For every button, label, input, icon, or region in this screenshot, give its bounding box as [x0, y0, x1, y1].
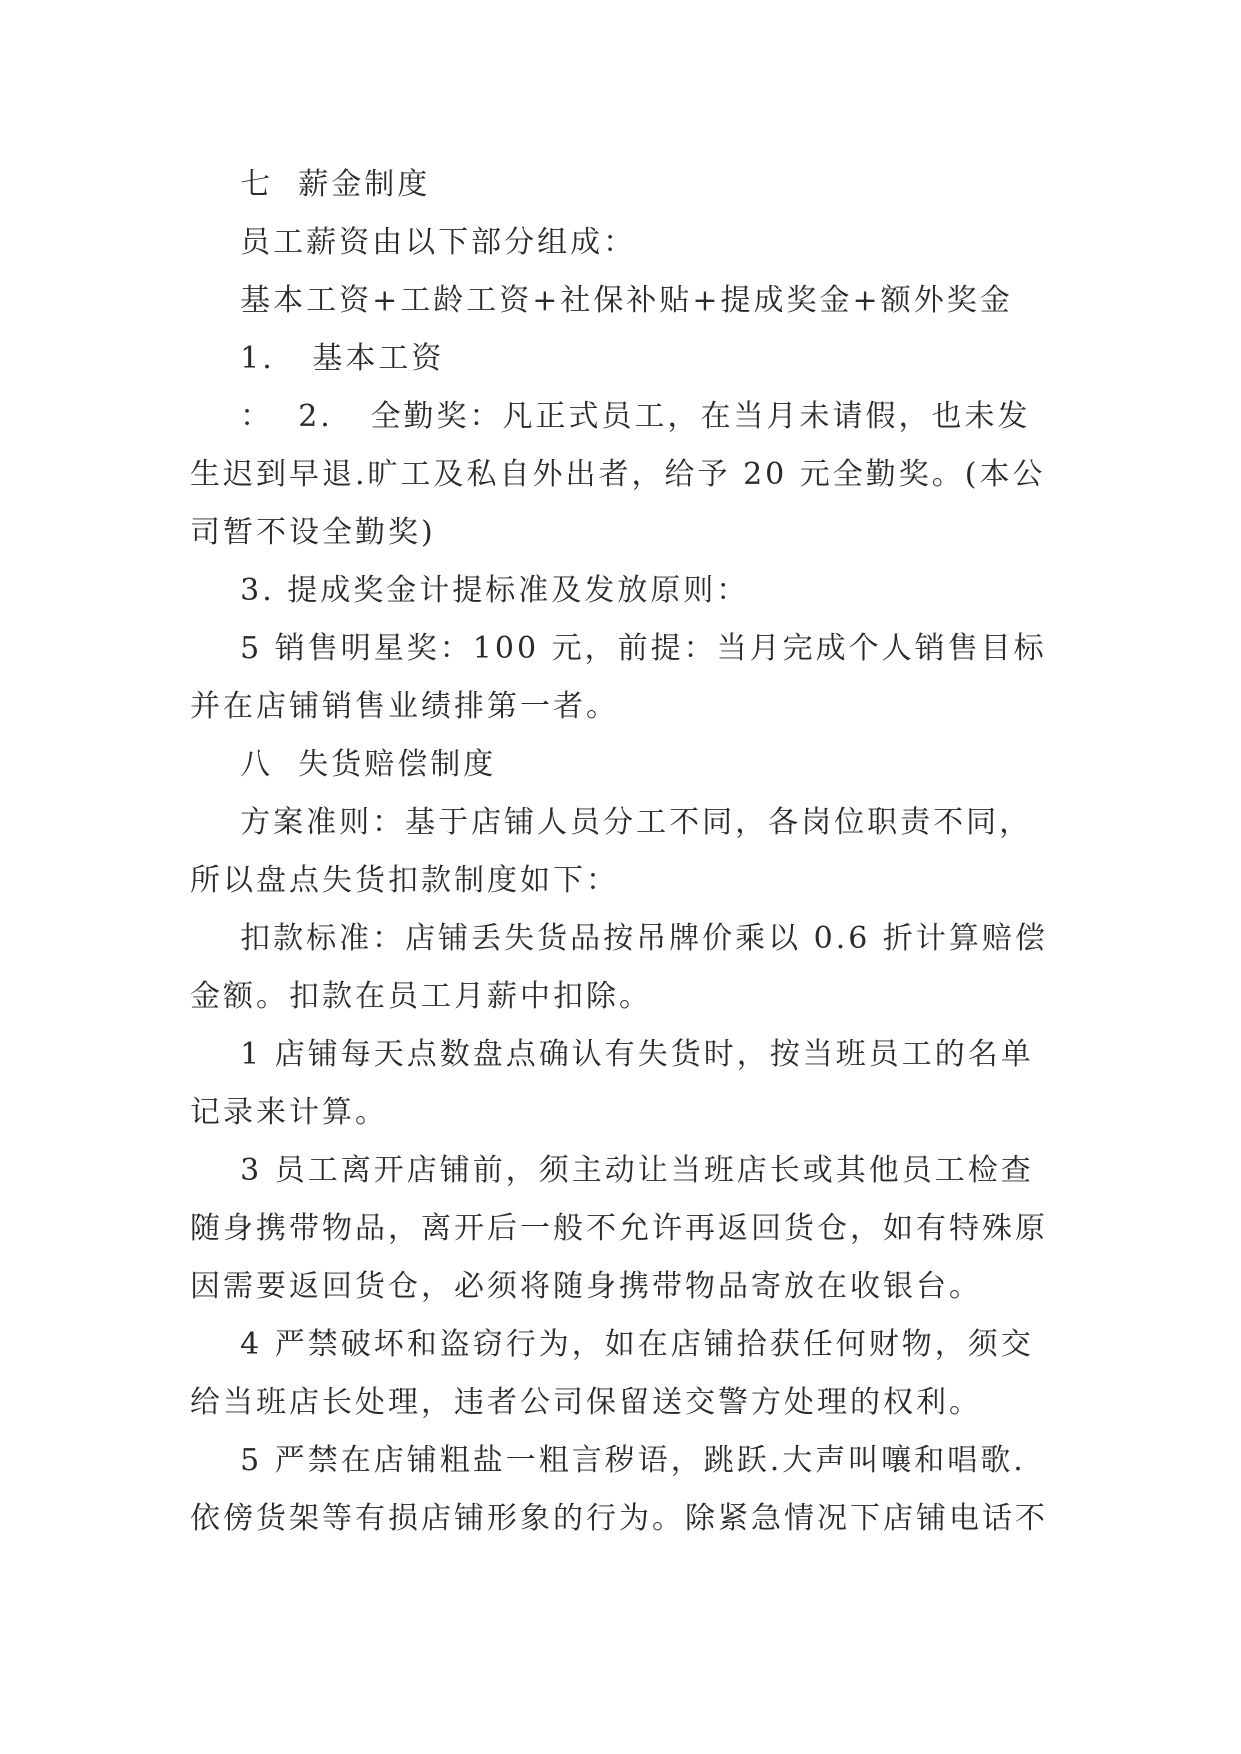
list-item-rule-4: 4 严禁破坏和盗窃行为，如在店铺拾获任何财物，须交 — [190, 1327, 1034, 1362]
paragraph-line: 随身携带物品，离开后一般不允许再返回货仓，如有特殊原 — [190, 1211, 1048, 1246]
paragraph-line: 记录来计算。 — [190, 1095, 388, 1130]
paragraph-line: 依傍货架等有损店铺形象的行为。除紧急情况下店铺电话不 — [190, 1501, 1048, 1536]
paragraph-line: 员工薪资由以下部分组成： — [190, 225, 637, 260]
list-item-commission: 3. 提成奖金计提标准及发放原则： — [190, 573, 750, 608]
list-item-sales-star: 5 销售明星奖：100 元，前提：当月完成个人销售目标 — [190, 631, 1047, 666]
list-item-rule-1: 1 店铺每天点数盘点确认有失货时，按当班员工的名单 — [190, 1037, 1034, 1072]
list-item-basic-salary: 1. 基本工资 — [190, 341, 445, 376]
list-item-attendance-bonus: ： 2. 全勤奖：凡正式员工，在当月未请假，也未发 — [190, 399, 1031, 434]
list-item-rule-5: 5 严禁在店铺粗盐一粗言秽语，跳跃.大声叫嚷和唱歌. — [190, 1443, 1026, 1478]
paragraph-line: 并在店铺销售业绩排第一者。 — [190, 689, 619, 724]
document-body — [190, 156, 1050, 1548]
paragraph-line: 生迟到早退.旷工及私自外出者，给予 20 元全勤奖。(本公 — [190, 457, 1046, 492]
paragraph-line: 给当班店长处理，违者公司保留送交警方处理的权利。 — [190, 1385, 982, 1420]
paragraph-line: 扣款标准：店铺丢失货品按吊牌价乘以 0.6 折计算赔偿 — [190, 921, 1048, 956]
paragraph-line: 所以盘点失货扣款制度如下： — [190, 863, 619, 898]
list-item-rule-3: 3 员工离开店铺前，须主动让当班店长或其他员工检查 — [190, 1153, 1034, 1188]
paragraph-line: 金额。扣款在员工月薪中扣除。 — [190, 979, 652, 1014]
section-heading-loss-compensation: 八 失货赔偿制度 — [190, 747, 497, 782]
paragraph-line: 司暂不设全勤奖) — [190, 515, 436, 550]
paragraph-line: 方案准则：基于店铺人员分工不同，各岗位职责不同， — [190, 805, 1033, 840]
paragraph-line: 基本工资+工龄工资+社保补贴+提成奖金+额外奖金 — [190, 283, 1013, 318]
section-heading-salary: 七 薪金制度 — [190, 167, 431, 202]
paragraph-line: 因需要返回货仓，必须将随身携带物品寄放在收银台。 — [190, 1269, 982, 1304]
